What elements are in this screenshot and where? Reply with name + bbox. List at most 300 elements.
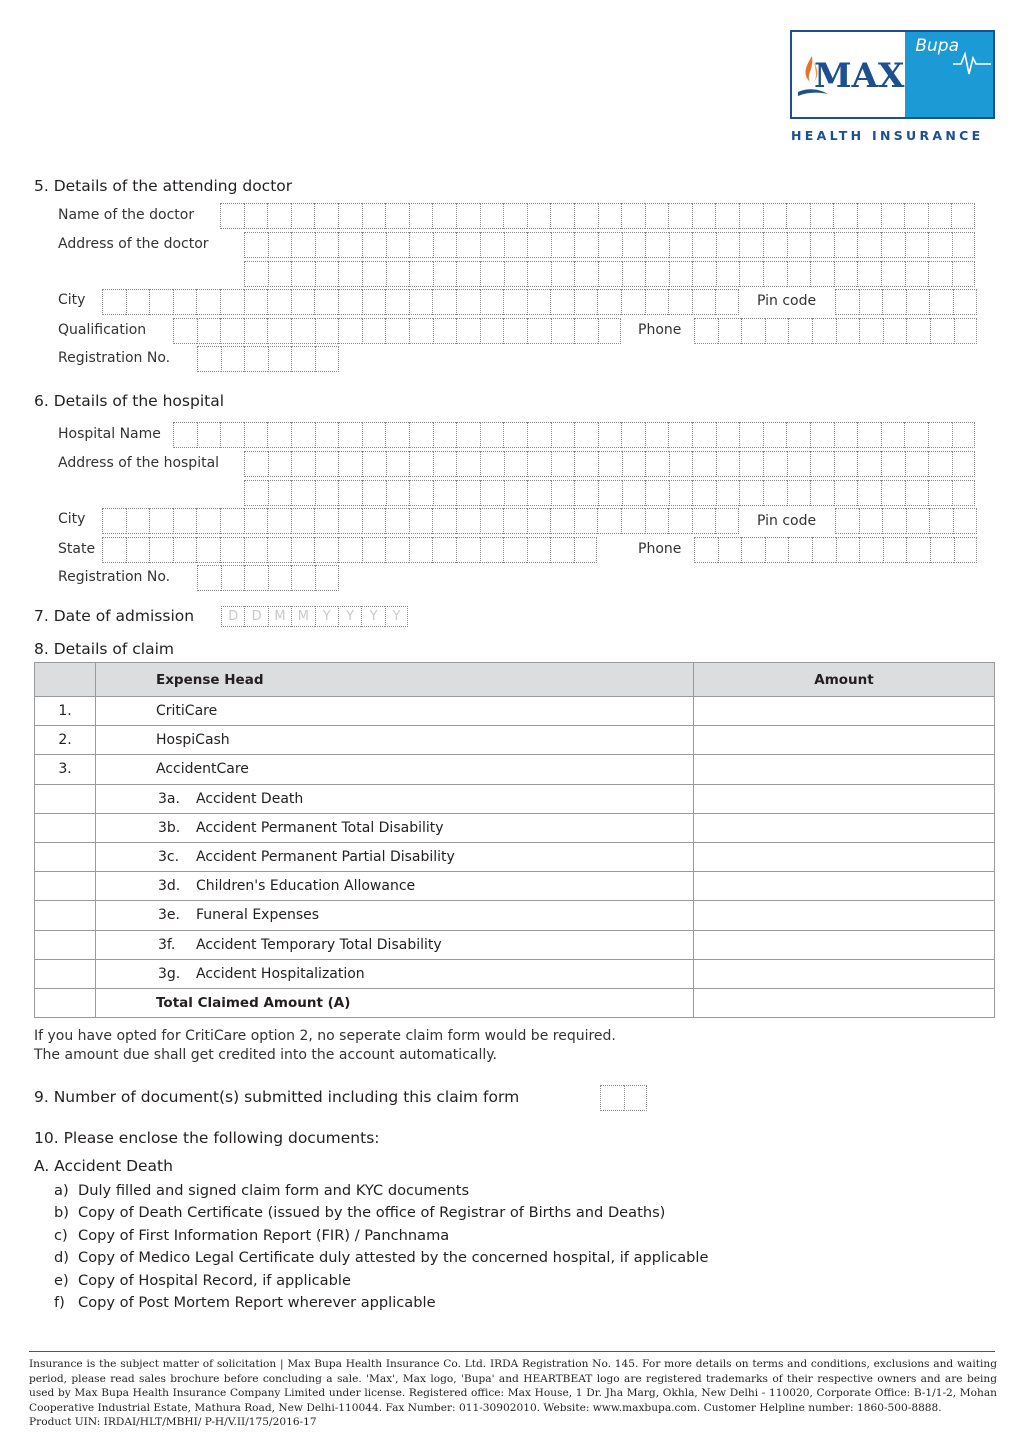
char-box[interactable] (739, 480, 763, 506)
char-box[interactable] (574, 451, 598, 477)
char-box[interactable] (291, 318, 315, 344)
char-box[interactable] (315, 565, 339, 591)
char-box[interactable] (338, 508, 362, 534)
char-box[interactable] (716, 422, 740, 448)
char-box[interactable] (834, 480, 858, 506)
char-box[interactable] (598, 480, 622, 506)
char-box[interactable] (786, 422, 810, 448)
char-box[interactable] (480, 480, 504, 506)
char-box[interactable] (268, 565, 292, 591)
char-box[interactable] (928, 480, 952, 506)
char-box[interactable] (291, 346, 315, 372)
char-box[interactable] (268, 232, 292, 258)
char-box[interactable] (527, 451, 551, 477)
char-box[interactable] (291, 565, 315, 591)
char-box[interactable] (196, 508, 220, 534)
char-box[interactable] (881, 451, 905, 477)
char-box[interactable] (621, 422, 645, 448)
char-box[interactable] (244, 346, 268, 372)
char-box[interactable] (763, 261, 787, 287)
char-box[interactable] (338, 451, 362, 477)
char-box[interactable] (622, 261, 646, 287)
char-box[interactable] (952, 451, 976, 477)
char-box[interactable] (503, 537, 527, 563)
char-box[interactable] (409, 232, 433, 258)
char-box[interactable] (716, 480, 740, 506)
date-char-box[interactable]: Y (361, 606, 384, 627)
char-box[interactable] (692, 480, 716, 506)
char-box[interactable] (716, 261, 740, 287)
char-box[interactable] (954, 537, 978, 563)
char-box[interactable] (267, 203, 291, 229)
char-box[interactable] (362, 480, 386, 506)
char-box[interactable] (857, 422, 881, 448)
char-box[interactable] (409, 537, 433, 563)
char-box[interactable] (788, 537, 812, 563)
char-box[interactable] (622, 451, 646, 477)
char-box[interactable] (952, 480, 976, 506)
char-box[interactable] (503, 203, 527, 229)
char-box[interactable] (504, 232, 528, 258)
char-box[interactable] (905, 451, 929, 477)
char-box[interactable] (197, 422, 221, 448)
char-box[interactable] (930, 318, 954, 344)
char-box[interactable] (881, 203, 905, 229)
char-box[interactable] (244, 508, 268, 534)
char-box[interactable] (456, 480, 480, 506)
char-box[interactable] (362, 203, 386, 229)
char-box[interactable] (857, 451, 881, 477)
char-box[interactable] (645, 422, 669, 448)
char-box[interactable] (857, 232, 881, 258)
char-box[interactable] (291, 203, 315, 229)
char-box[interactable] (220, 203, 244, 229)
char-box[interactable] (906, 318, 930, 344)
char-box[interactable] (244, 537, 268, 563)
char-box[interactable] (694, 318, 718, 344)
char-box[interactable] (645, 232, 669, 258)
char-box[interactable] (433, 480, 457, 506)
char-box[interactable] (833, 203, 857, 229)
char-box[interactable] (882, 289, 906, 315)
doctor-phone-field[interactable] (694, 318, 977, 344)
char-box[interactable] (267, 422, 291, 448)
char-box[interactable] (480, 508, 504, 534)
date-char-box[interactable]: Y (385, 606, 408, 627)
char-box[interactable] (409, 451, 433, 477)
date-char-box[interactable]: Y (315, 606, 338, 627)
doctor-address-field-1[interactable] (244, 232, 975, 258)
char-box[interactable] (409, 318, 433, 344)
char-box[interactable] (787, 232, 811, 258)
char-box[interactable] (315, 232, 339, 258)
char-box[interactable] (220, 422, 244, 448)
char-box[interactable] (291, 422, 315, 448)
char-box[interactable] (338, 318, 362, 344)
char-box[interactable] (315, 261, 339, 287)
char-box[interactable] (221, 565, 245, 591)
char-box[interactable] (197, 565, 221, 591)
char-box[interactable] (835, 289, 859, 315)
char-box[interactable] (765, 318, 789, 344)
char-box[interactable] (102, 508, 126, 534)
char-box[interactable] (574, 480, 598, 506)
char-box[interactable] (173, 422, 197, 448)
char-box[interactable] (551, 480, 575, 506)
claim-subrow-amount[interactable] (694, 901, 995, 930)
char-box[interactable] (810, 480, 834, 506)
char-box[interactable] (621, 508, 645, 534)
char-box[interactable] (244, 480, 268, 506)
char-box[interactable] (692, 451, 716, 477)
char-box[interactable] (409, 422, 433, 448)
char-box[interactable] (409, 508, 433, 534)
char-box[interactable] (338, 232, 362, 258)
char-box[interactable] (622, 480, 646, 506)
char-box[interactable] (197, 346, 221, 372)
char-box[interactable] (173, 537, 197, 563)
char-box[interactable] (600, 1085, 624, 1111)
char-box[interactable] (480, 261, 504, 287)
char-box[interactable] (267, 508, 291, 534)
char-box[interactable] (480, 537, 504, 563)
char-box[interactable] (834, 232, 858, 258)
claim-subrow-amount[interactable] (694, 813, 995, 842)
char-box[interactable] (456, 232, 480, 258)
char-box[interactable] (409, 203, 433, 229)
char-box[interactable] (692, 203, 716, 229)
char-box[interactable] (456, 508, 480, 534)
char-box[interactable] (432, 289, 456, 315)
claim-subrow-amount[interactable] (694, 930, 995, 959)
char-box[interactable] (551, 451, 575, 477)
char-box[interactable] (645, 289, 669, 315)
char-box[interactable] (812, 318, 836, 344)
char-box[interactable] (598, 232, 622, 258)
char-box[interactable] (551, 261, 575, 287)
date-char-box[interactable]: Y (338, 606, 361, 627)
char-box[interactable] (906, 508, 930, 534)
char-box[interactable] (857, 203, 881, 229)
claim-row-amount[interactable] (694, 726, 995, 755)
doctor-name-field[interactable] (220, 203, 975, 229)
char-box[interactable] (456, 289, 480, 315)
char-box[interactable] (857, 261, 881, 287)
char-box[interactable] (668, 203, 692, 229)
char-box[interactable] (929, 289, 953, 315)
char-box[interactable] (433, 232, 457, 258)
char-box[interactable] (739, 451, 763, 477)
char-box[interactable] (314, 508, 338, 534)
char-box[interactable] (881, 232, 905, 258)
char-box[interactable] (386, 261, 410, 287)
char-box[interactable] (197, 318, 221, 344)
char-box[interactable] (834, 422, 858, 448)
char-box[interactable] (196, 289, 220, 315)
hospital-city-field[interactable] (102, 508, 739, 534)
char-box[interactable] (669, 480, 693, 506)
char-box[interactable] (904, 203, 928, 229)
char-box[interactable] (692, 232, 716, 258)
char-box[interactable] (244, 261, 268, 287)
char-box[interactable] (550, 289, 574, 315)
char-box[interactable] (456, 203, 480, 229)
char-box[interactable] (739, 261, 763, 287)
char-box[interactable] (267, 537, 291, 563)
date-char-box[interactable]: D (221, 606, 244, 627)
char-box[interactable] (527, 261, 551, 287)
char-box[interactable] (409, 480, 433, 506)
char-box[interactable] (668, 508, 692, 534)
char-box[interactable] (291, 480, 315, 506)
char-box[interactable] (267, 289, 291, 315)
char-box[interactable] (810, 261, 834, 287)
char-box[interactable] (930, 537, 954, 563)
char-box[interactable] (836, 537, 860, 563)
char-box[interactable] (906, 537, 930, 563)
char-box[interactable] (883, 318, 907, 344)
char-box[interactable] (763, 480, 787, 506)
char-box[interactable] (386, 480, 410, 506)
char-box[interactable] (551, 232, 575, 258)
claim-total-amount[interactable] (694, 988, 995, 1017)
char-box[interactable] (480, 451, 504, 477)
char-box[interactable] (220, 318, 244, 344)
char-box[interactable] (244, 565, 268, 591)
char-box[interactable] (574, 422, 598, 448)
char-box[interactable] (385, 422, 409, 448)
char-box[interactable] (668, 289, 692, 315)
char-box[interactable] (244, 451, 268, 477)
char-box[interactable] (834, 451, 858, 477)
char-box[interactable] (456, 261, 480, 287)
char-box[interactable] (338, 480, 362, 506)
claim-row-amount[interactable] (694, 697, 995, 726)
char-box[interactable] (765, 537, 789, 563)
char-box[interactable] (314, 289, 338, 315)
char-box[interactable] (244, 422, 268, 448)
char-box[interactable] (362, 289, 386, 315)
char-box[interactable] (598, 261, 622, 287)
claim-subrow-amount[interactable] (694, 959, 995, 988)
char-box[interactable] (456, 422, 480, 448)
char-box[interactable] (173, 508, 197, 534)
char-box[interactable] (126, 289, 150, 315)
char-box[interactable] (362, 537, 386, 563)
char-box[interactable] (834, 261, 858, 287)
date-char-box[interactable]: D (244, 606, 267, 627)
char-box[interactable] (952, 232, 976, 258)
char-box[interactable] (906, 289, 930, 315)
char-box[interactable] (716, 451, 740, 477)
char-box[interactable] (503, 289, 527, 315)
char-box[interactable] (244, 318, 268, 344)
char-box[interactable] (338, 203, 362, 229)
char-box[interactable] (881, 261, 905, 287)
char-box[interactable] (788, 318, 812, 344)
char-box[interactable] (715, 203, 739, 229)
char-box[interactable] (668, 422, 692, 448)
hospital-phone-field[interactable] (694, 537, 977, 563)
char-box[interactable] (881, 480, 905, 506)
char-box[interactable] (574, 232, 598, 258)
char-box[interactable] (456, 318, 480, 344)
char-box[interactable] (928, 451, 952, 477)
char-box[interactable] (859, 508, 883, 534)
char-box[interactable] (315, 346, 339, 372)
char-box[interactable] (433, 422, 457, 448)
char-box[interactable] (598, 451, 622, 477)
char-box[interactable] (574, 261, 598, 287)
char-box[interactable] (244, 203, 268, 229)
char-box[interactable] (715, 508, 739, 534)
char-box[interactable] (385, 203, 409, 229)
char-box[interactable] (905, 261, 929, 287)
char-box[interactable] (621, 203, 645, 229)
char-box[interactable] (812, 537, 836, 563)
char-box[interactable] (362, 232, 386, 258)
char-box[interactable] (503, 508, 527, 534)
char-box[interactable] (645, 508, 669, 534)
char-box[interactable] (810, 232, 834, 258)
char-box[interactable] (291, 261, 315, 287)
char-box[interactable] (597, 289, 621, 315)
char-box[interactable] (835, 508, 859, 534)
char-box[interactable] (385, 318, 409, 344)
char-box[interactable] (527, 537, 551, 563)
char-box[interactable] (624, 1085, 648, 1111)
char-box[interactable] (810, 451, 834, 477)
char-box[interactable] (220, 289, 244, 315)
hospital-registration-field[interactable] (197, 565, 339, 591)
claim-row-amount[interactable] (694, 755, 995, 784)
char-box[interactable] (952, 422, 976, 448)
char-box[interactable] (338, 537, 362, 563)
char-box[interactable] (338, 289, 362, 315)
char-box[interactable] (149, 508, 173, 534)
char-box[interactable] (291, 451, 315, 477)
date-char-box[interactable]: M (268, 606, 291, 627)
hospital-address-field-2[interactable] (244, 480, 975, 506)
char-box[interactable] (669, 261, 693, 287)
char-box[interactable] (220, 537, 244, 563)
char-box[interactable] (385, 537, 409, 563)
char-box[interactable] (692, 508, 716, 534)
char-box[interactable] (718, 318, 742, 344)
char-box[interactable] (315, 480, 339, 506)
char-box[interactable] (669, 232, 693, 258)
char-box[interactable] (503, 422, 527, 448)
char-box[interactable] (882, 508, 906, 534)
char-box[interactable] (362, 508, 386, 534)
char-box[interactable] (787, 480, 811, 506)
hospital-address-field-1[interactable] (244, 451, 975, 477)
claim-subrow-amount[interactable] (694, 784, 995, 813)
char-box[interactable] (221, 346, 245, 372)
char-box[interactable] (291, 289, 315, 315)
char-box[interactable] (692, 289, 716, 315)
char-box[interactable] (385, 289, 409, 315)
char-box[interactable] (787, 451, 811, 477)
char-box[interactable] (645, 480, 669, 506)
char-box[interactable] (527, 318, 551, 344)
char-box[interactable] (954, 318, 978, 344)
char-box[interactable] (220, 508, 244, 534)
char-box[interactable] (763, 203, 787, 229)
admission-date-field[interactable] (221, 606, 408, 627)
char-box[interactable] (433, 261, 457, 287)
char-box[interactable] (244, 232, 268, 258)
char-box[interactable] (527, 480, 551, 506)
char-box[interactable] (951, 203, 975, 229)
char-box[interactable] (504, 451, 528, 477)
char-box[interactable] (598, 203, 622, 229)
char-box[interactable] (786, 203, 810, 229)
char-box[interactable] (456, 537, 480, 563)
char-box[interactable] (527, 203, 551, 229)
claim-subrow-amount[interactable] (694, 842, 995, 871)
char-box[interactable] (739, 203, 763, 229)
char-box[interactable] (859, 537, 883, 563)
doctor-pin-field[interactable] (835, 289, 977, 315)
hospital-pin-field[interactable] (835, 508, 977, 534)
char-box[interactable] (928, 422, 952, 448)
char-box[interactable] (928, 203, 952, 229)
char-box[interactable] (741, 318, 765, 344)
char-box[interactable] (338, 422, 362, 448)
char-box[interactable] (504, 480, 528, 506)
char-box[interactable] (763, 422, 787, 448)
char-box[interactable] (550, 203, 574, 229)
char-box[interactable] (386, 451, 410, 477)
char-box[interactable] (268, 346, 292, 372)
char-box[interactable] (149, 537, 173, 563)
char-box[interactable] (196, 537, 220, 563)
char-box[interactable] (787, 261, 811, 287)
char-box[interactable] (268, 261, 292, 287)
char-box[interactable] (102, 289, 126, 315)
char-box[interactable] (645, 203, 669, 229)
char-box[interactable] (268, 451, 292, 477)
char-box[interactable] (480, 232, 504, 258)
char-box[interactable] (574, 289, 598, 315)
doctor-registration-field[interactable] (197, 346, 339, 372)
char-box[interactable] (883, 537, 907, 563)
hospital-state-field[interactable] (102, 537, 597, 563)
doctor-qualification-field[interactable] (173, 318, 621, 344)
char-box[interactable] (574, 318, 598, 344)
char-box[interactable] (504, 261, 528, 287)
char-box[interactable] (715, 289, 739, 315)
char-box[interactable] (741, 537, 765, 563)
char-box[interactable] (315, 422, 339, 448)
date-char-box[interactable]: M (291, 606, 314, 627)
char-box[interactable] (810, 422, 834, 448)
char-box[interactable] (929, 508, 953, 534)
char-box[interactable] (598, 318, 622, 344)
char-box[interactable] (527, 289, 551, 315)
char-box[interactable] (480, 318, 504, 344)
char-box[interactable] (645, 451, 669, 477)
hospital-name-field[interactable] (173, 422, 975, 448)
char-box[interactable] (953, 508, 977, 534)
char-box[interactable] (953, 289, 977, 315)
char-box[interactable] (409, 289, 433, 315)
char-box[interactable] (409, 261, 433, 287)
char-box[interactable] (739, 232, 763, 258)
char-box[interactable] (692, 422, 716, 448)
doctor-city-field[interactable] (102, 289, 739, 315)
